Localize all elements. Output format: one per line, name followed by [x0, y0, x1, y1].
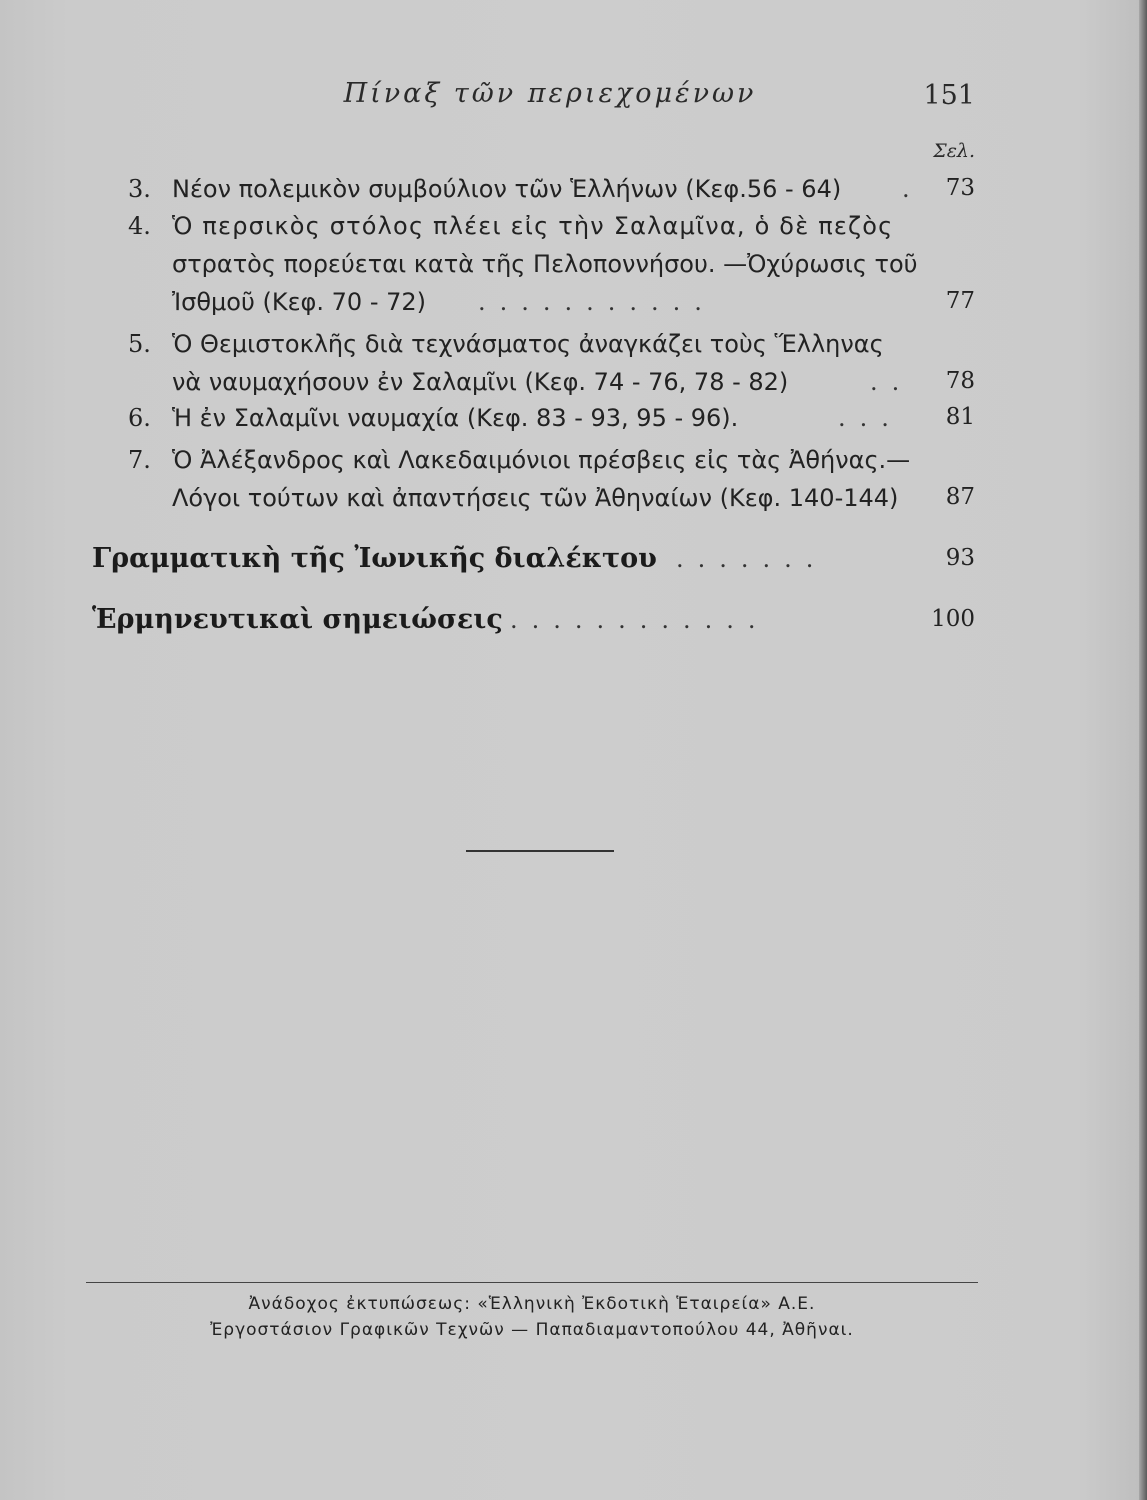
section-page: 100: [931, 606, 975, 632]
section-title: Ἑρμηνευτικαὶ σημειώσεις: [92, 604, 503, 635]
entry-number: 4.: [128, 212, 151, 240]
entry-page: 73: [945, 175, 975, 201]
entry-number: 5.: [128, 330, 151, 358]
entry-line: Ἡ ἐν Σαλαμῖνι ναυμαχία (Κεφ. 83 - 93, 95 - 96).: [172, 404, 739, 432]
section-page: 93: [945, 545, 975, 571]
entry-number: 7.: [128, 446, 151, 474]
separator-rule: [466, 850, 614, 852]
entry-line: Ἰσθμοῦ (Κεφ. 70 - 72): [172, 288, 427, 316]
entry-page: 78: [945, 368, 975, 394]
page-edge-shadow: [1139, 0, 1147, 1500]
imprint-rule: [86, 1282, 978, 1283]
entry-line: Ὁ περσικὸς στόλος πλέει εἰς τὴν Σαλαμῖνα, ὁ δὲ πεζὸς: [172, 212, 894, 240]
entry-number: 3.: [128, 175, 151, 203]
running-head-title: Πίναξ τῶν περιεχομένων: [343, 78, 757, 109]
running-head-page-number: 151: [923, 80, 975, 111]
entry-number: 6.: [128, 404, 151, 432]
leader-dots: ...: [838, 404, 903, 432]
leader-dots: ............: [510, 606, 770, 634]
section-title: Γραμματικὴ τῆς Ἰωνικῆς διαλέκτου: [92, 543, 657, 574]
entry-line: Λόγοι τούτων καὶ ἀπαντήσεις τῶν Ἀθηναίων (Κεφ. 140-144): [172, 484, 899, 512]
entry-line: Ὁ Θεμιστοκλῆς διὰ τεχνάσματος ἀναγκάζει τοὺς Ἕλληνας: [172, 330, 884, 358]
entry-line: νὰ ναυμαχήσουν ἐν Σαλαμῖνι (Κεφ. 74 - 76, 78 - 82): [172, 368, 789, 396]
leader-dots: ..: [870, 368, 914, 396]
imprint-line-2: Ἐργοστάσιον Γραφικῶν Τεχνῶν — Παπαδιαμαντοπούλου 44, Ἀθῆναι.: [210, 1320, 854, 1340]
entry-page: 87: [945, 484, 975, 510]
entry-page: 81: [945, 404, 975, 430]
imprint-line-1: Ἀνάδοχος ἐκτυπώσεως: «Ἑλληνικὴ Ἐκδοτικὴ Ἑταιρεία» Α.Ε.: [248, 1294, 816, 1314]
leader-dots: .: [902, 175, 924, 203]
entry-line: στρατὸς πορεύεται κατὰ τῆς Πελοποννήσου. —Ὀχύρωσις τοῦ: [172, 250, 918, 278]
entry-line: Νέον πολεμικὸν συμβούλιον τῶν Ἑλλήνων (Κεφ.56 - 64): [172, 175, 842, 203]
entry-page: 77: [945, 288, 975, 314]
leader-dots: ...........: [478, 288, 716, 316]
leader-dots: .......: [676, 545, 828, 573]
page-column-label: Σελ.: [933, 140, 975, 162]
entry-line: Ὁ Ἀλέξανδρος καὶ Λακεδαιμόνιοι πρέσβεις εἰς τὰς Ἀθήνας.—: [172, 446, 911, 474]
